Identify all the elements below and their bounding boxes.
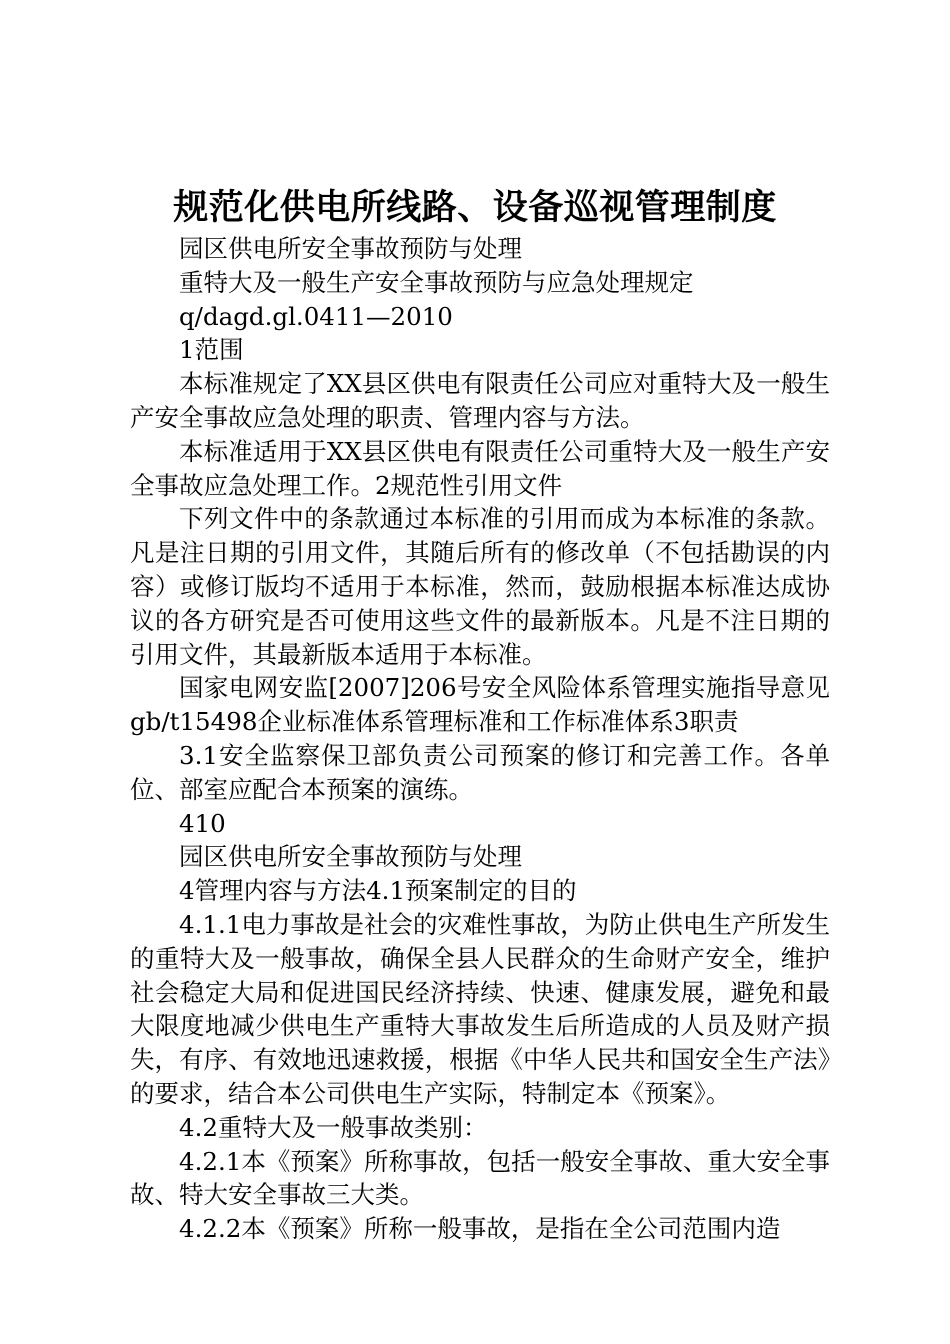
paragraph-standard-code: q/dagd.gl.0411—2010 <box>179 301 453 331</box>
document-title: 规范化供电所线路、设备巡视管理制度 <box>173 187 777 228</box>
paragraph-normative-references: 下列文件中的条款通过本标准的引用而成为本标准的条款。凡是注日期的引用文件，其随后所有的修改单（不包括勘误的内容）或修订版均不适用于本标准，然而，鼓励根据本标准达成协议的各方研究是否可使用这些文件的最新版本。凡是不注日期的引用文件，其最新版本适用于本标准。 <box>130 504 830 669</box>
paragraph-scope-definition: 本标准规定了XX县区供电有限责任公司应对重特大及一般生产安全事故应急处理的职责、管理内容与方法。 <box>130 369 830 432</box>
document-body <box>130 232 830 1246</box>
paragraph-section-scope: 1范围 <box>179 335 244 365</box>
paragraph-responsibilities: 3.1安全监察保卫部负责公司预案的修订和完善工作。各单位、部室应配合本预案的演练。 <box>130 740 830 804</box>
paragraph-general-accident: 4.2.2本《预案》所称一般事故，是指在全公司范围内造 <box>179 1214 781 1244</box>
paragraph-regulation-name: 重特大及一般生产安全事故预防与应急处理规定 <box>179 267 694 297</box>
paragraph-scope-application: 本标准适用于XX县区供电有限责任公司重特大及一般生产安全事故应急处理工作。2规范性引用文件 <box>130 436 830 500</box>
paragraph-section-management: 4管理内容与方法4.1预案制定的目的 <box>179 876 577 906</box>
paragraph-running-header: 园区供电所安全事故预防与处理 <box>179 842 522 872</box>
paragraph-subheading: 园区供电所安全事故预防与处理 <box>179 234 522 263</box>
paragraph-accident-types: 4.2.1本《预案》所称事故，包括一般安全事故、重大安全事故、特大安全事故三大类。 <box>130 1146 830 1210</box>
paragraph-accident-categories: 4.2重特大及一般事故类别： <box>179 1112 488 1142</box>
paragraph-reference-documents: 国家电网安监[2007]206号安全风险体系管理实施指导意见gb/t15498企业标准体系管理标准和工作标准体系3职责 <box>130 673 830 737</box>
page-number: 410 <box>179 808 226 838</box>
paragraph-purpose: 4.1.1电力事故是社会的灾难性事故，为防止供电生产所发生的重特大及一般事故，确保全县人民群众的生命财产安全，维护社会稳定大局和促进国民经济持续、快速、健康发展，避免和最大限度地减少供电生产重特大事故发生后所造成的人员及财产损失，有序、有效地迅速救援，根据《中华人民共和国安全生产法》的要求，结合本公司供电生产实际，特制定本《预案》。 <box>130 909 830 1108</box>
